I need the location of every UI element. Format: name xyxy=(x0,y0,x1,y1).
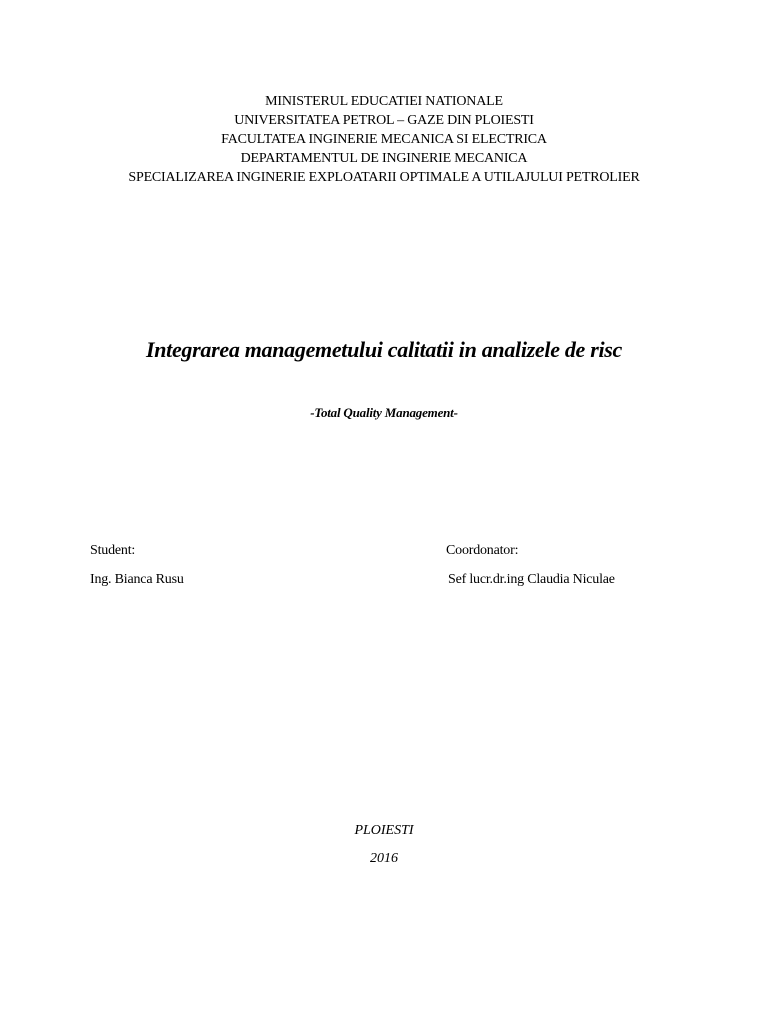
document-subtitle: -Total Quality Management- xyxy=(310,405,458,420)
student-name: Ing. Bianca Rusu xyxy=(90,572,184,587)
document-title: Integrarea managemetului calitatii in analizele de risc xyxy=(145,337,623,362)
institution-header xyxy=(0,92,768,187)
header-line-university: UNIVERSITATEA PETROL – GAZE DIN PLOIESTI xyxy=(234,113,534,128)
header-line-department: DEPARTAMENTUL DE INGINERIE MECANICA xyxy=(240,151,528,166)
header-line-ministry: MINISTERUL EDUCATIEI NATIONALE xyxy=(265,94,503,109)
header-line-specialization: SPECIALIZAREA INGINERIE EXPLOATARII OPTIMALE A UTILAJULUI PETROLIER xyxy=(128,170,640,185)
coordinator-name: Sef lucr.dr.ing Claudia Niculae xyxy=(448,572,615,587)
footer-place: PLOIESTI xyxy=(354,823,414,838)
footer-year: 2016 xyxy=(370,851,398,866)
header-line-faculty: FACULTATEA INGINERIE MECANICA SI ELECTRICA xyxy=(221,132,547,147)
student-label: Student: xyxy=(90,543,136,558)
coordinator-label: Coordonator: xyxy=(446,543,519,558)
